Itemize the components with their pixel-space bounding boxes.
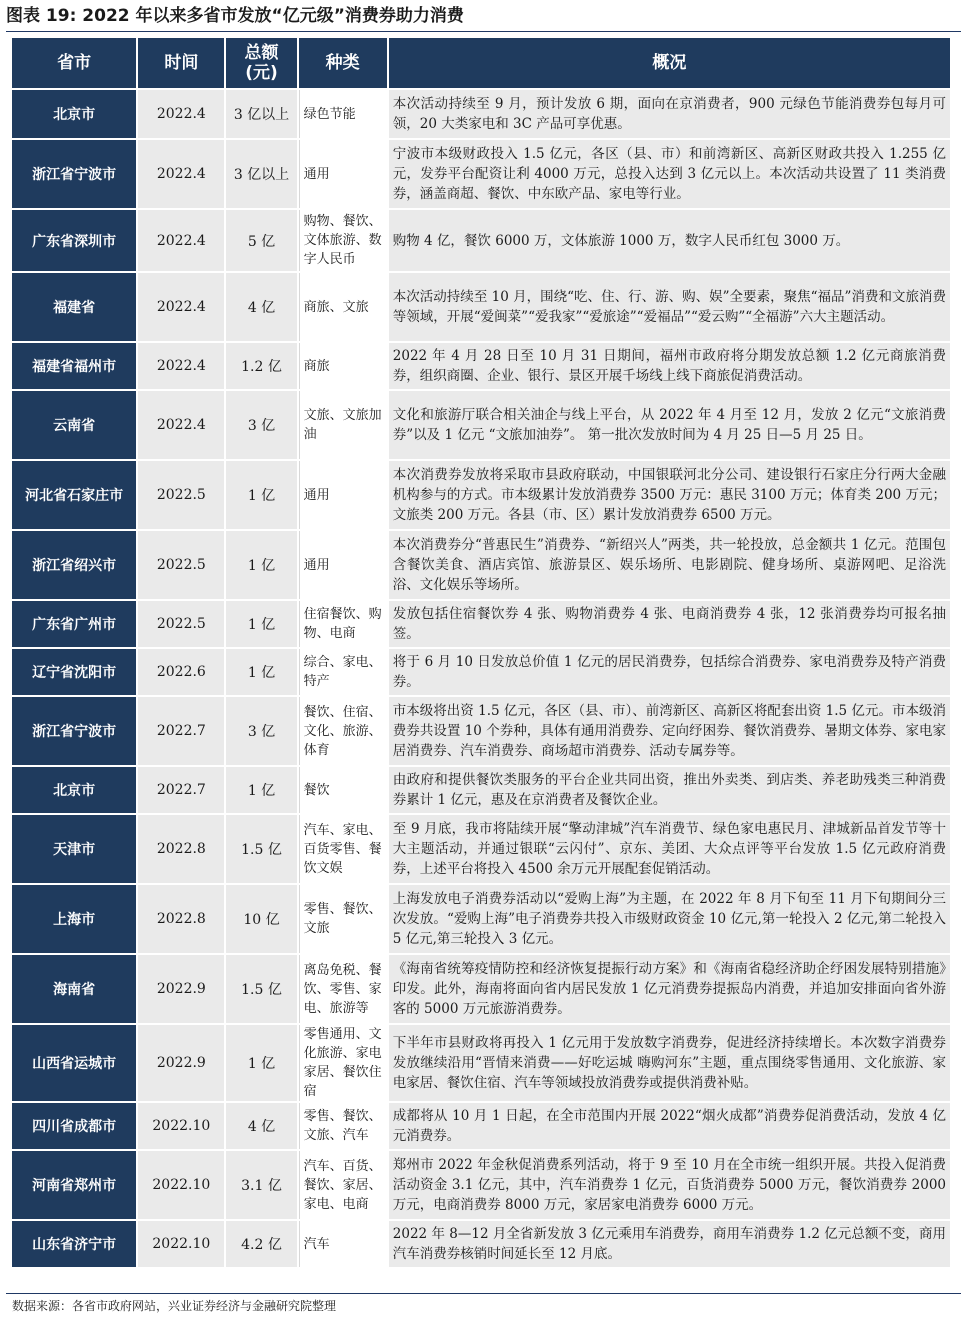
header-amount (226, 38, 296, 88)
province-cell: 福建省 (12, 273, 136, 341)
time-cell: 2022.4 (138, 343, 224, 389)
time-cell: 2022.4 (138, 210, 224, 271)
table-row (12, 815, 950, 883)
overview-cell: 本次消费券分“普惠民生”消费券、“新绍兴人”两类，共一轮投放，总金额共 1 亿元。范围包含餐饮美食、酒店宾馆、旅游景区、娱乐场所、电影剧院、健身场所、桌游网吧、足浴洗浴、文化娱乐等场所。 (389, 531, 950, 599)
table-row (12, 273, 950, 341)
overview-cell: 购物 4 亿，餐饮 6000 万，文体旅游 1000 万，数字人民币红包 3000 万。 (389, 210, 950, 271)
type-cell: 离岛免税、餐饮、零售、家电、旅游等 (299, 955, 387, 1023)
amount-cell: 10 亿 (226, 885, 296, 953)
amount-cell: 1 亿 (226, 767, 296, 813)
table-row (12, 1221, 950, 1267)
type-cell: 通用 (299, 531, 387, 599)
province-cell: 山西省运城市 (12, 1025, 136, 1101)
amount-cell: 1 亿 (226, 1025, 296, 1101)
header-amount-label: 总额 (元) (244, 43, 279, 83)
time-cell: 2022.9 (138, 1025, 224, 1101)
table-row (12, 90, 950, 138)
overview-cell: 郑州市 2022 年金秋促消费系列活动，将于 9 至 10 月在全市统一组织开展。共投入促消费活动资金 3.1 亿元，其中，汽车消费券 1 亿元，百货消费券 5000 万元，餐饮消费券 2000 万元，电商消费券 8000 万元，家居家电消费券 6000 万元。 (389, 1151, 950, 1219)
table-row (12, 601, 950, 647)
amount-cell: 1 亿 (226, 461, 296, 529)
overview-cell: 将于 6 月 10 日发放总价值 1 亿元的居民消费券，包括综合消费券、家电消费券及特产消费券。 (389, 649, 950, 695)
type-cell: 综合、家电、特产 (299, 649, 387, 695)
overview-cell: 成都将从 10 月 1 日起，在全市范围内开展 2022“烟火成都”消费券促消费活动，发放 4 亿元消费券。 (389, 1103, 950, 1149)
table-row (12, 649, 950, 695)
time-cell: 2022.10 (138, 1103, 224, 1149)
province-cell: 北京市 (12, 767, 136, 813)
source-note: 数据来源：各省市政府网站，兴业证券经济与金融研究院整理 (12, 1299, 337, 1313)
overview-cell: 下半年市县财政将再投入 1 亿元用于发放数字消费券，促进经济持续增长。本次数字消费券发放继续沿用“晋情来消费——好吃运城 嗨购河东”主题，重点围绕零售通用、文化旅游、家电家居、餐饮住宿、汽车等领域投放消费券或提供消费补贴。 (389, 1025, 950, 1101)
province-cell: 辽宁省沈阳市 (12, 649, 136, 695)
province-cell: 浙江省宁波市 (12, 140, 136, 208)
table-row (12, 343, 950, 389)
province-cell: 河南省郑州市 (12, 1151, 136, 1219)
table-row (12, 955, 950, 1023)
time-cell: 2022.10 (138, 1151, 224, 1219)
header-overview: 概况 (389, 38, 950, 88)
overview-cell: 2022 年 4 月 28 日至 10 月 31 日期间，福州市政府将分期发放总额 1.2 亿元商旅消费券，组织商圈、企业、银行、景区开展千场线上线下商旅促消费活动。 (389, 343, 950, 389)
time-cell: 2022.5 (138, 601, 224, 647)
amount-cell: 1.5 亿 (226, 815, 296, 883)
title-divider (6, 31, 961, 32)
time-cell: 2022.8 (138, 885, 224, 953)
time-cell: 2022.4 (138, 391, 224, 459)
amount-cell: 1.2 亿 (226, 343, 296, 389)
time-cell: 2022.9 (138, 955, 224, 1023)
overview-cell: 《海南省统筹疫情防控和经济恢复提振行动方案》和《海南省稳经济助企纾困发展特别措施》印发。此外，海南将面向省内居民发放 1 亿元消费券提振岛内消费，并追加安排面向省外游客的 5000 万元旅游消费券。 (389, 955, 950, 1023)
province-cell: 云南省 (12, 391, 136, 459)
overview-cell: 至 9 月底，我市将陆续开展“擎动津城”汽车消费节、绿色家电惠民月、津城新品首发节等十大主题活动，并通过银联“云闪付”、京东、美团、大众点评等平台发放 1.5 亿元政府消费券，上述平台将投入 4500 余万元开展配套促销活动。 (389, 815, 950, 883)
time-cell: 2022.4 (138, 90, 224, 138)
amount-cell: 4 亿 (226, 273, 296, 341)
consumption-voucher-table (10, 36, 952, 1269)
time-cell: 2022.8 (138, 815, 224, 883)
table-row (12, 1025, 950, 1101)
province-cell: 海南省 (12, 955, 136, 1023)
type-cell: 零售、餐饮、文旅、汽车 (299, 1103, 387, 1149)
amount-cell: 1 亿 (226, 601, 296, 647)
type-cell: 购物、餐饮、文体旅游、数字人民币 (299, 210, 387, 271)
type-cell: 通用 (299, 140, 387, 208)
table-row (12, 697, 950, 765)
overview-cell: 发放包括住宿餐饮券 4 张、购物消费券 4 张、电商消费券 4 张，12 张消费券均可报名抽签。 (389, 601, 950, 647)
type-cell: 文旅、文旅加油 (299, 391, 387, 459)
figure-title: 图表 19: 2022 年以来多省市发放“亿元级”消费券助力消费 (6, 6, 464, 26)
overview-cell: 宁波市本级财政投入 1.5 亿元，各区（县、市）和前湾新区、高新区财政共投入 1.255 亿元，发券平台配资让利 4000 万元，总投入达到 3 亿元以上。本次活动共设置了 11 类消费券，涵盖商超、餐饮、中东欧产品、家电等行业。 (389, 140, 950, 208)
province-cell: 天津市 (12, 815, 136, 883)
table-header-row (12, 38, 950, 88)
amount-cell: 4.2 亿 (226, 1221, 296, 1267)
province-cell: 山东省济宁市 (12, 1221, 136, 1267)
amount-cell: 1.5 亿 (226, 955, 296, 1023)
table-row (12, 210, 950, 271)
overview-cell: 本次消费券发放将采取市县政府联动，中国银联河北分公司、建设银行石家庄分行两大金融机构参与的方式。市本级累计发放消费券 3500 万元：惠民 3100 万元；体育类 200 万元；文旅类 200 万元。各县（市、区）累计发放消费券 6500 万元。 (389, 461, 950, 529)
table-row (12, 767, 950, 813)
type-cell: 汽车、家电、百货零售、餐饮文娱 (299, 815, 387, 883)
type-cell: 绿色节能 (299, 90, 387, 138)
type-cell: 住宿餐饮、购物、电商 (299, 601, 387, 647)
time-cell: 2022.4 (138, 140, 224, 208)
time-cell: 2022.10 (138, 1221, 224, 1267)
amount-cell: 1 亿 (226, 531, 296, 599)
table-row (12, 1103, 950, 1149)
header-type: 种类 (299, 38, 387, 88)
overview-cell: 本次活动持续至 9 月，预计发放 6 期，面向在京消费者，900 元绿色节能消费券包每月可领，20 大类家电和 3C 产品可享优惠。 (389, 90, 950, 138)
time-cell: 2022.5 (138, 461, 224, 529)
amount-cell: 3 亿以上 (226, 90, 296, 138)
table-row (12, 391, 950, 459)
type-cell: 零售、餐饮、文旅 (299, 885, 387, 953)
header-province: 省市 (12, 38, 136, 88)
time-cell: 2022.7 (138, 697, 224, 765)
type-cell: 汽车、百货、餐饮、家居、家电、电商 (299, 1151, 387, 1219)
province-cell: 四川省成都市 (12, 1103, 136, 1149)
type-cell: 餐饮 (299, 767, 387, 813)
province-cell: 上海市 (12, 885, 136, 953)
amount-cell: 3 亿 (226, 391, 296, 459)
amount-cell: 3.1 亿 (226, 1151, 296, 1219)
type-cell: 商旅 (299, 343, 387, 389)
overview-cell: 上海发放电子消费券活动以“爱购上海”为主题，在 2022 年 8 月下旬至 11 月下旬期间分三次发放。“爱购上海”电子消费券共投入市级财政资金 10 亿元,第一轮投入 2 亿元,第二轮投入 5 亿元,第三轮投入 3 亿元。 (389, 885, 950, 953)
amount-cell: 4 亿 (226, 1103, 296, 1149)
type-cell: 餐饮、住宿、文化、旅游、体育 (299, 697, 387, 765)
table-row (12, 140, 950, 208)
overview-cell: 文化和旅游厅联合相关油企与线上平台，从 2022 年 4 月至 12 月，发放 2 亿元“文旅消费券”以及 1 亿元 “文旅加油券”。 第一批次发放时间为 4 月 25 日—5 月 25 日。 (389, 391, 950, 459)
province-cell: 广东省广州市 (12, 601, 136, 647)
table-row (12, 1151, 950, 1219)
overview-cell: 市本级将出资 1.5 亿元，各区（县、市）、前湾新区、高新区将配套出资 1.5 亿元。市本级消费券共设置 10 个券种，具体有通用消费券、定向纾困券、餐饮消费券、暑期文体券、家电家居消费券、汽车消费券、商场超市消费券、活动专属券等。 (389, 697, 950, 765)
province-cell: 浙江省宁波市 (12, 697, 136, 765)
province-cell: 浙江省绍兴市 (12, 531, 136, 599)
time-cell: 2022.5 (138, 531, 224, 599)
province-cell: 福建省福州市 (12, 343, 136, 389)
province-cell: 河北省石家庄市 (12, 461, 136, 529)
table-row (12, 531, 950, 599)
type-cell: 汽车 (299, 1221, 387, 1267)
overview-cell: 本次活动持续至 10 月，围绕“吃、住、行、游、购、娱”全要素，聚焦“福品”消费和文旅消费等领域，开展“爱闽菜”“爱我家”“爱旅途”“爱福品”“爱云购”“全福游”六大主题活动。 (389, 273, 950, 341)
table-row (12, 885, 950, 953)
province-cell: 北京市 (12, 90, 136, 138)
amount-cell: 3 亿 (226, 697, 296, 765)
overview-cell: 由政府和提供餐饮类服务的平台企业共同出资，推出外卖类、到店类、养老助残类三种消费券累计 1 亿元，惠及在京消费者及餐饮企业。 (389, 767, 950, 813)
amount-cell: 5 亿 (226, 210, 296, 271)
time-cell: 2022.4 (138, 273, 224, 341)
header-time: 时间 (138, 38, 224, 88)
time-cell: 2022.7 (138, 767, 224, 813)
type-cell: 零售通用、文化旅游、家电家居、餐饮住宿 (299, 1025, 387, 1101)
overview-cell: 2022 年 8—12 月全省新发放 3 亿元乘用车消费券，商用车消费券 1.2 亿元总额不变，商用汽车消费券核销时间延长至 12 月底。 (389, 1221, 950, 1267)
time-cell: 2022.6 (138, 649, 224, 695)
type-cell: 通用 (299, 461, 387, 529)
table-row (12, 461, 950, 529)
amount-cell: 1 亿 (226, 649, 296, 695)
amount-cell: 3 亿以上 (226, 140, 296, 208)
province-cell: 广东省深圳市 (12, 210, 136, 271)
type-cell: 商旅、文旅 (299, 273, 387, 341)
source-divider (6, 1293, 961, 1294)
